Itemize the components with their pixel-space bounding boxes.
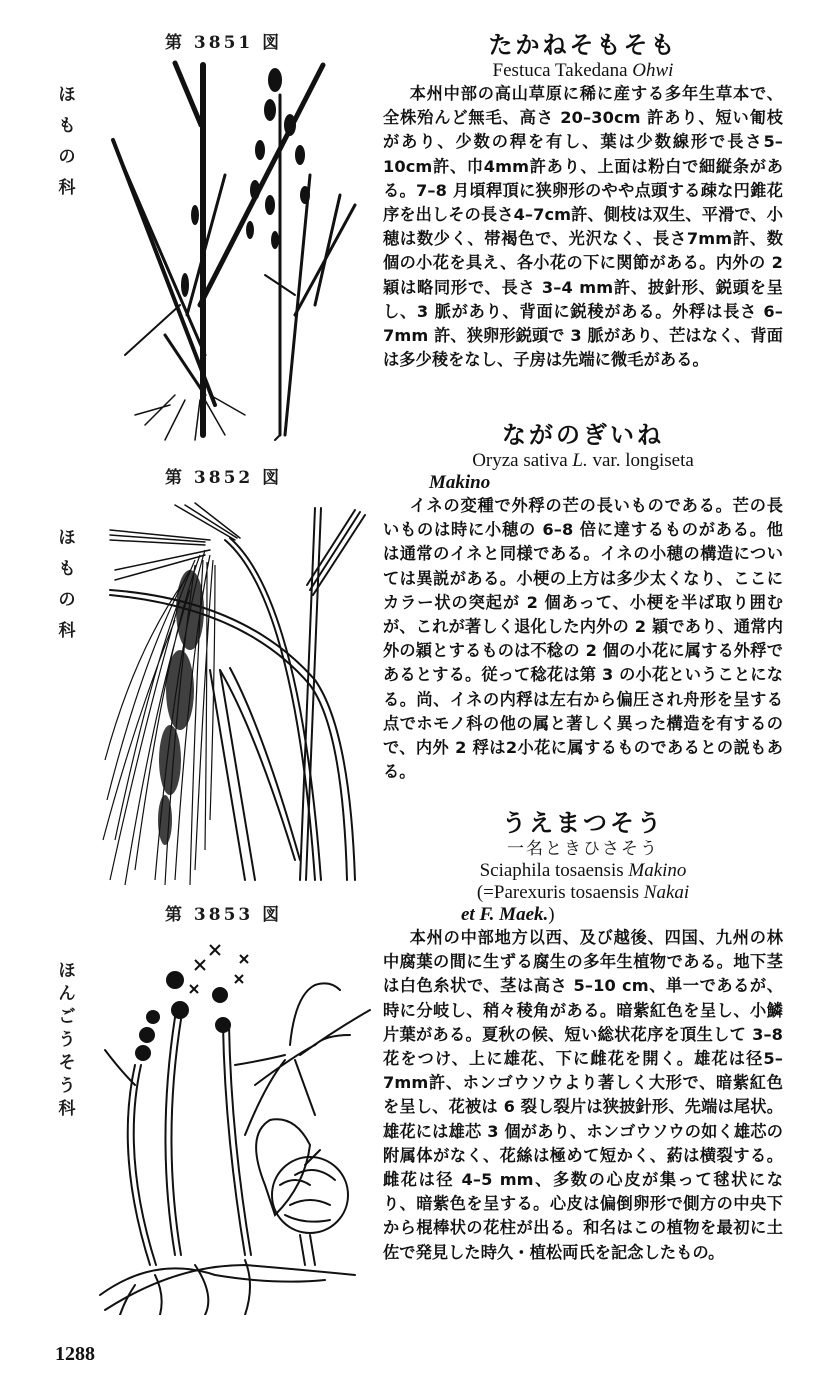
oryza-longiseta-illustration — [95, 500, 375, 890]
family-char: ご — [58, 1007, 76, 1027]
sci-author: Makino — [628, 860, 687, 881]
entry-jp-name: ながのぎいね — [502, 421, 664, 449]
entry-synonym — [383, 882, 783, 904]
entry-description — [383, 82, 783, 372]
family-label-hongousouka — [56, 960, 78, 1121]
entry-festuca-takedana — [383, 30, 783, 372]
family-char: 科 — [58, 621, 76, 641]
description-text: 本州の中部地方以西、及び越後、四国、九州の林中腐葉の間に生ずる腐生の多年生植物である。地下茎は白色糸状で、茎は高さ 5–10 cm、単一であるが、時に分岐し、稍々稜角がある。暗紫紅色を呈し、小鱗片葉がある。夏秋の候、短い総状花序を頂生して 3–8 花をつけ、上に雄花、下に雌花を開く。雄花は径5–7mm許、ホンゴウソウより著しく大形で、暗紫紅色を呈し、花被は 6 裂し裂片は狭披針形、先端は尾状。雄花には雄芯 3 個があり、ホンゴウソウの如く雄芯の附属体がなく、花絲は極めて短かく、葯は横裂する。雌花は径 4–5 mm、多数の心皮が集って毬状になり、暗紫色を呈する。心皮は偏倒卵形で側方の中央下から棍棒状の花柱が出る。和名はこの植物を最初に土佐で発見した時久・植松両氏を記念したもの。 — [383, 928, 783, 1262]
family-char: 科 — [58, 178, 76, 198]
figure-label-3853: 第 3853 図 — [165, 905, 283, 925]
family-char: ほ — [58, 961, 76, 981]
family-char: の — [58, 147, 76, 167]
entry-description — [383, 494, 783, 784]
family-char: ほ — [58, 528, 76, 548]
figure-label-3851: 第 3851 図 — [165, 33, 283, 53]
page-number: 1288 — [55, 1343, 95, 1365]
entry-scientific-name — [383, 60, 783, 82]
family-char: 科 — [58, 1099, 76, 1119]
description-text: 本州中部の高山草原に稀に産する多年生草本で、全株殆んど無毛、高さ 20–30cm 許あり、短い匍枝があり、少数の稈を有し、葉は少数線形で長さ5–10cm許、巾4mm許あり、上面は粉白で細縦条がある。7–8 月頃稈頂に狭卵形のやや点頭する疎な円錐花序を出しその長さ4–7cm許、側枝は双生、平滑で、小穂は数少く、帯褐色で、光沢なく、長さ7mm許、数個の小花を具え、各小花の下に関節がある。内外の 2 穎は略同形で、長さ 3–4 mm許、披針形、鋭頭を呈し、3 脈があり、背面に鋭稜がある。外稃は長さ 6–7mm 許、狭卵形鋭頭で 3 脈があり、芒はなく、背面は多少稜をなし、子房は先端に微毛がある。 — [383, 84, 783, 370]
sci-name: Sciaphila tosaensis — [479, 860, 629, 881]
sci-author: Ohwi — [632, 60, 674, 81]
family-label-homonoka-2 — [56, 523, 78, 647]
entry-oryza-longiseta — [383, 420, 783, 784]
family-char: う — [58, 1030, 76, 1050]
family-char: も — [58, 116, 76, 136]
synonym-close: ) — [548, 904, 555, 925]
entry-synonym-cont — [383, 904, 783, 926]
family-char: ほ — [58, 85, 76, 105]
family-char: そ — [58, 1053, 76, 1073]
sci-name-variety: var. longiseta — [587, 450, 694, 471]
entry-jp-name: たかねそもそも — [488, 31, 678, 59]
synonym-author-cont: et F. Maek. — [461, 904, 549, 925]
entry-scientific-name — [383, 860, 783, 882]
sci-author: Makino — [429, 472, 491, 493]
entry-alt-name: 一名ときひさそう — [507, 839, 659, 859]
family-char: の — [58, 590, 76, 610]
figure-label-3852: 第 3852 図 — [165, 468, 283, 488]
synonym-name: (=Parexuris tosaensis — [476, 882, 644, 903]
entry-description — [383, 926, 783, 1265]
sciaphila-tosaensis-illustration — [95, 935, 375, 1315]
entry-sciaphila-tosaensis — [383, 808, 783, 1265]
entry-jp-name: うえまつそう — [502, 809, 664, 837]
festuca-takedana-illustration — [105, 55, 375, 445]
sci-name: Oryza sativa — [472, 450, 573, 471]
sci-name-linnaeus: L. — [572, 450, 588, 471]
family-char: う — [58, 1076, 76, 1096]
sci-name: Festuca Takedana — [492, 60, 633, 81]
family-char: ん — [58, 984, 76, 1004]
synonym-author: Nakai — [643, 882, 690, 903]
family-label-homonoka-1 — [56, 80, 78, 204]
family-char: も — [58, 559, 76, 579]
description-text: イネの変種で外稃の芒の長いものである。芒の長いものは時に小穂の 6–8 倍に達するものがある。他は通常のイネと同様である。イネの小穂の構造については異説がある。小梗の上方は多少太くなり、ここにカラー状の突起が 2 個あって、小梗を半ば取り囲むが、これが著しく退化した内外の 2 穎であり、通常内外の穎とするものは不稔の 2 個の小花に属する外稃であるとする。従って稔花は第 3 の小花ということになる。尚、イネの内稃は左右から偏圧され舟形を呈する点でホモノ科の他の属と著しく異った構造を有するので、内外 2 稃は2小花に属するものであるとの説もある。 — [383, 496, 783, 782]
entry-scientific-name — [383, 450, 783, 472]
